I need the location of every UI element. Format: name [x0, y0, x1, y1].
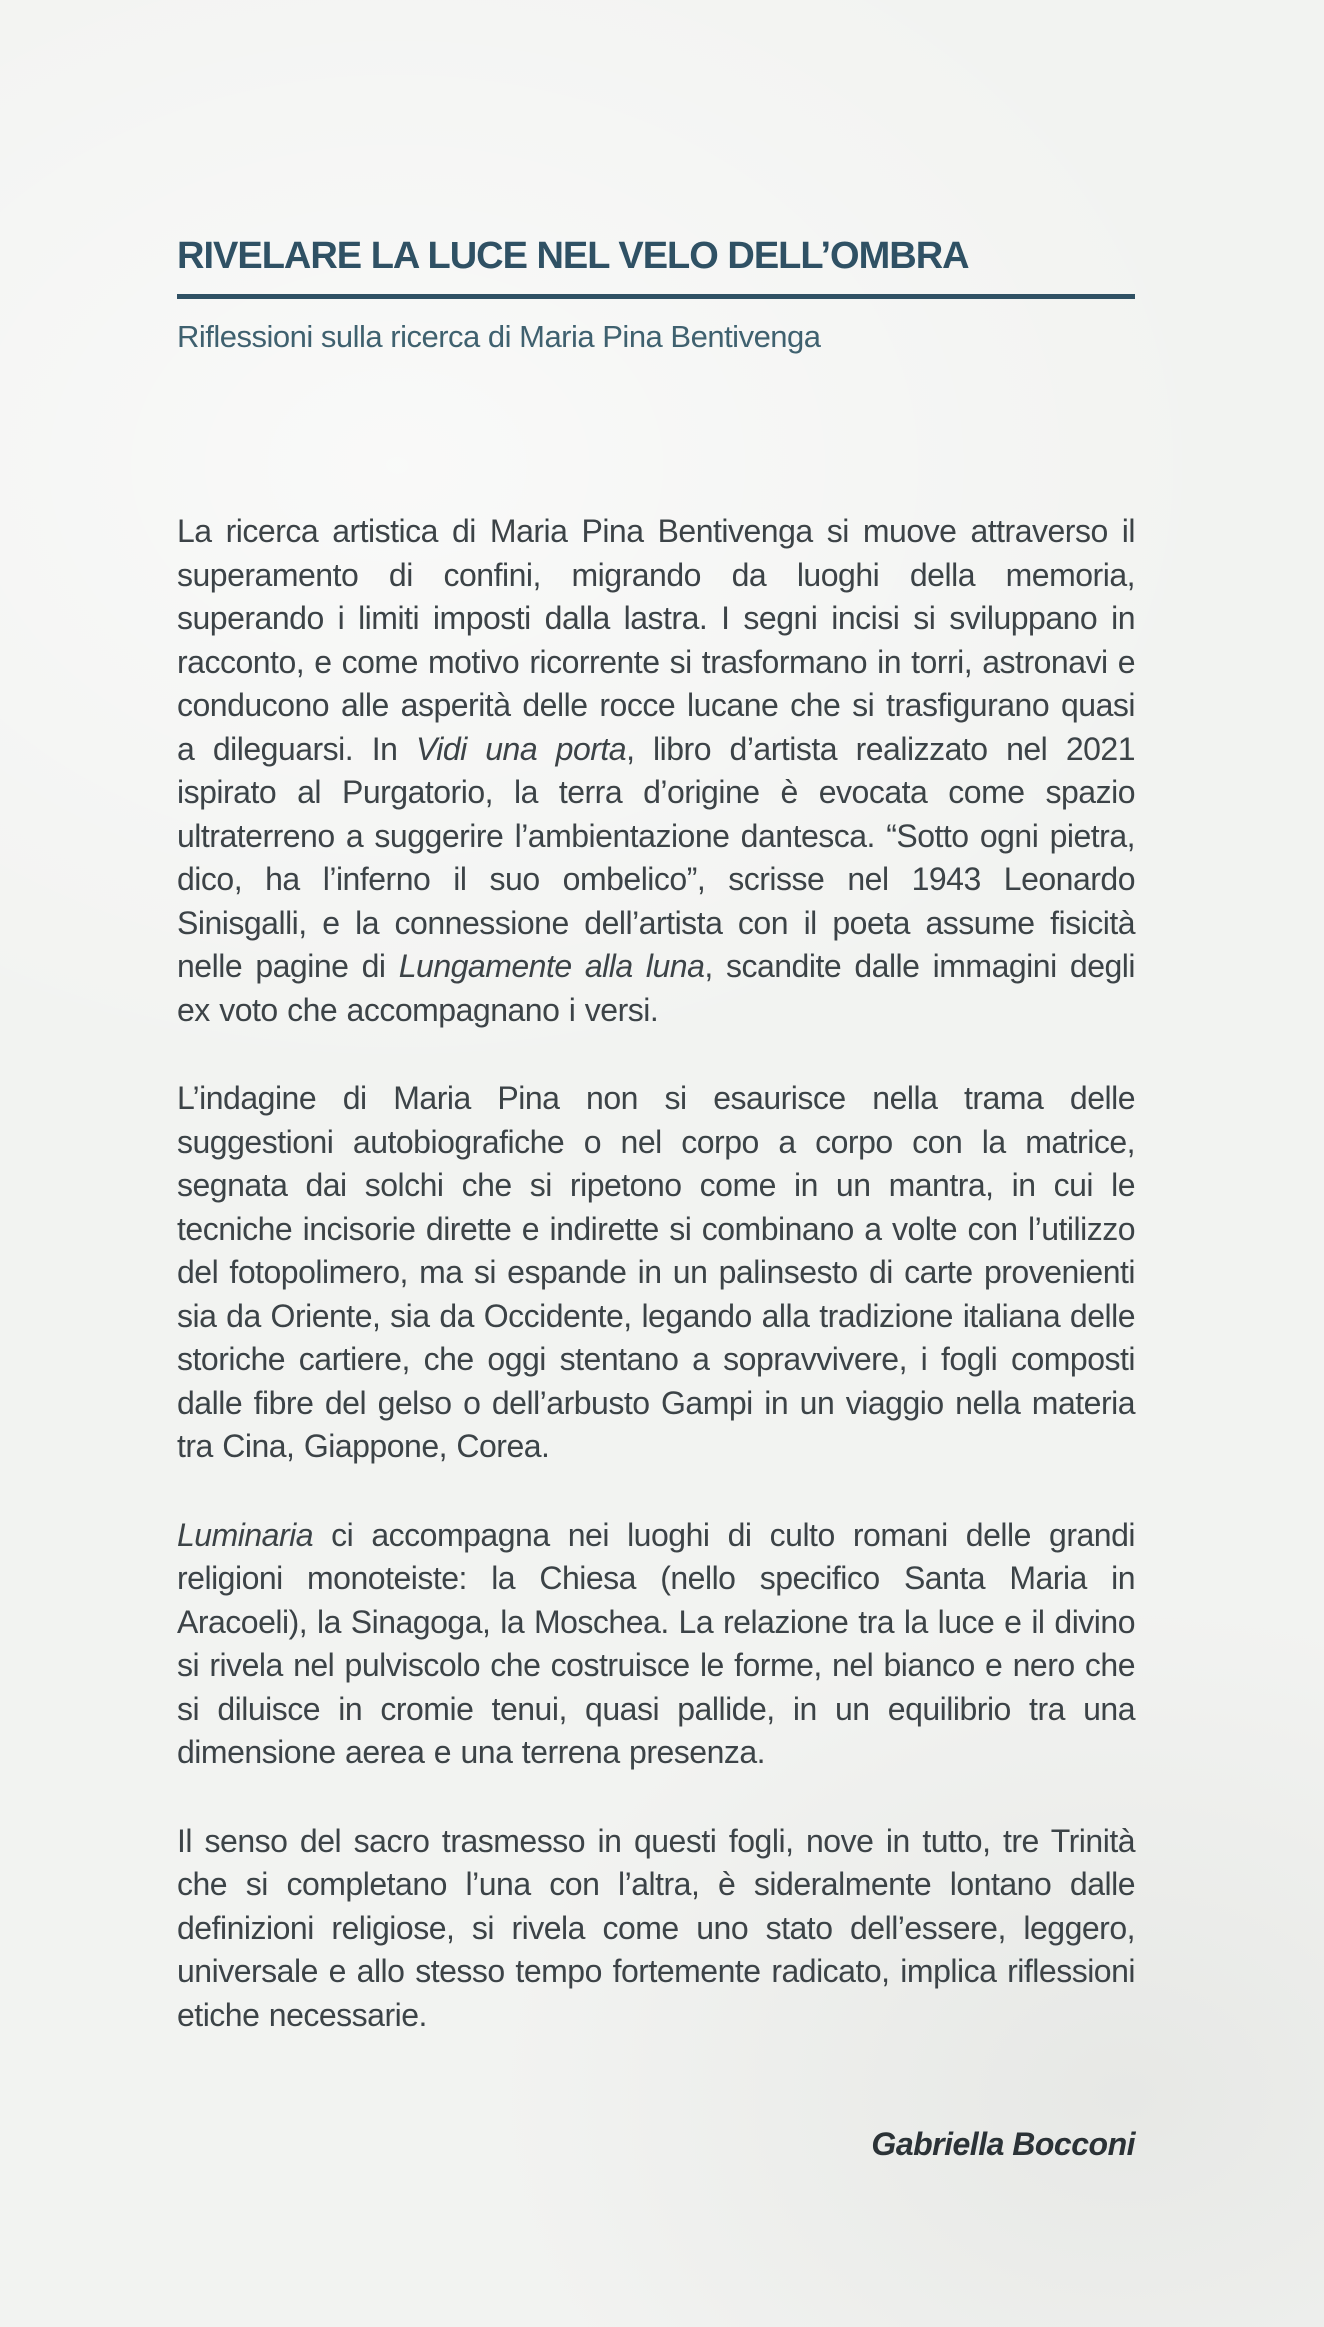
page-content	[177, 233, 1135, 2163]
paragraph	[177, 1514, 1135, 1775]
paragraph	[177, 1077, 1135, 1469]
article-body	[177, 510, 1135, 2037]
work-title-italic: Lungamente alla luna	[398, 948, 705, 984]
paragraph-text: L’indagine di Maria Pina non si esaurisce nella trama delle suggestioni autobiografiche o nel corpo a corpo con la matrice, segnata dai solchi che si ripetono come in un mantra, in cui le tecniche incisorie dirette e indirette si combinano a volte con l’utilizzo del fotopolimero, ma si espande in un palinsesto di carte provenienti sia da Oriente, sia da Occidente, legando alla tradizione italiana delle storiche cartiere, che oggi stentano a sopravvivere, i fogli composti dalle fibre del gelso o dell’arbusto Gampi in un viaggio nella materia tra Cina, Giappone, Corea.	[177, 1080, 1135, 1464]
page-title: RIVELARE LA LUCE NEL VELO DELL’OMBRA	[177, 235, 969, 277]
paragraph-text: , libro d’artista realizzato nel 2021 ispirato al Purgatorio, la terra d’origine è evocata come spazio ultraterreno a suggerire l’ambientazione dantesca. “Sotto ogni pietra, dico, ha l’inferno il suo ombelico”, scrisse nel 1943 Leonardo Sinisgalli, e la connessione dell’artista con il poeta assume fisicità nelle pagine di	[177, 730, 1136, 984]
author-signature: Gabriella Bocconi	[871, 2126, 1135, 2162]
paragraph	[177, 1820, 1135, 2038]
title-rule	[177, 294, 1135, 299]
work-title-italic: Luminaria	[177, 1516, 314, 1553]
paragraph-text: ci accompagna nei luoghi di culto romani delle grandi religioni monoteiste: la Chiesa (nello specifico Santa Maria in Aracoeli), la Sinagoga, la Moschea. La relazione tra la luce e il divino si rivela nel pulviscolo che costruisce le forme, nel bianco e nero che si diluisce in cromie tenui, quasi pallide, in un equilibrio tra una dimensione aerea e una terrena presenza.	[177, 1516, 1135, 1770]
page-subtitle: Riflessioni sulla ricerca di Maria Pina Bentivenga	[177, 319, 821, 354]
paragraph	[177, 510, 1135, 1032]
paragraph-text: Il senso del sacro trasmesso in questi fogli, nove in tutto, tre Trinità che si completano l’una con l’altra, è sideralmente lontano dalle definizioni religiose, si rivela come uno stato dell’essere, leggero, universale e allo stesso tempo fortemente radicato, implica riflessioni etiche necessarie.	[177, 1822, 1135, 2033]
paragraph-text: La ricerca artistica di Maria Pina Bentivenga si muove attraverso il superamento di confini, migrando da luoghi della memoria, superando i limiti imposti dalla lastra. I segni incisi si sviluppano in racconto, e come motivo ricorrente si trasformano in torri, astronavi e conducono alle asperità delle rocce lucane che si trasfigurano quasi a dileguarsi. In	[177, 513, 1135, 767]
paragraph-text: , scandite dalle immagini degli ex voto che accompagnano i versi.	[177, 948, 1135, 1028]
work-title-italic: Vidi una porta	[415, 730, 627, 767]
